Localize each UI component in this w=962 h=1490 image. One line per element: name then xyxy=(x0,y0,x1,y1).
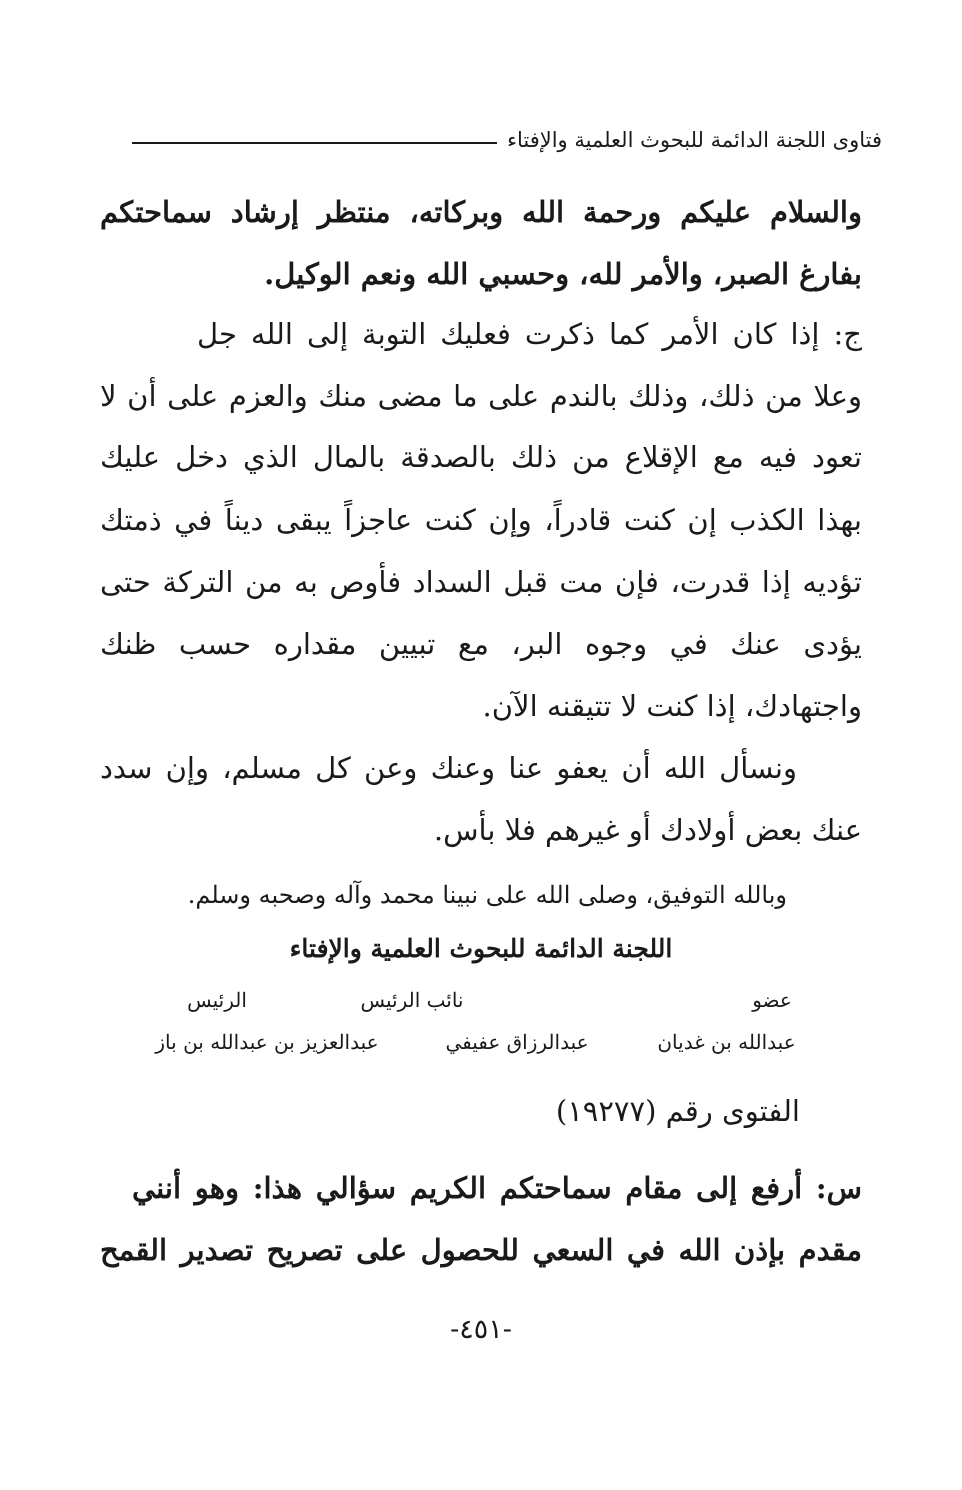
answer-line: تعود فيه مع الإقلاع من ذلك بالصدقة بالمال الذي دخل عليك xyxy=(100,440,862,474)
signatory-name: عبدالله بن غديان xyxy=(657,1030,796,1054)
signatory-name: عبدالرزاق عفيفي xyxy=(445,1030,589,1054)
answer-line: وعلا من ذلك، وذلك بالندم على ما مضى منك والعزم على أن لا xyxy=(100,379,862,413)
prayer-line: ونسأل الله أن يعفو عنا وعنك وعن كل مسلم، وإن سدد xyxy=(100,751,797,785)
header-rule xyxy=(132,142,497,144)
running-header xyxy=(132,128,882,152)
next-question-line: س: أرفع إلى مقام سماحتكم الكريم سؤالي هذا: وهو أنني xyxy=(132,1171,862,1205)
answer-line: بهذا الكذب إن كنت قادراً، وإن كنت عاجزاً يبقى ديناً في ذمتك xyxy=(100,503,862,537)
signatory-role: نائب الرئيس xyxy=(360,988,464,1012)
signatory-name: عبدالعزيز بن عبدالله بن باز xyxy=(155,1030,379,1054)
answer-line: تؤديه إذا قدرت، فإن مت قبل السداد فأوص به من التركة حتى xyxy=(100,565,862,599)
signatory-role: الرئيس xyxy=(187,988,247,1012)
question-line: بفارغ الصبر، والأمر لله، وحسبي الله ونعم الوكيل. xyxy=(264,257,862,291)
closing-line: وبالله التوفيق، وصلى الله على نبينا محمد وآله وصحبه وسلم. xyxy=(187,881,787,909)
running-title: فتاوى اللجنة الدائمة للبحوث العلمية والإفتاء xyxy=(507,128,882,152)
question-line: والسلام عليكم ورحمة الله وبركاته، منتظر إرشاد سماحتكم xyxy=(100,195,862,229)
fatwa-number: الفتوى رقم (١٩٢٧٧) xyxy=(555,1094,800,1128)
answer-line: يؤدى عنك في وجوه البر، مع تبيين مقداره حسب ظنك xyxy=(100,627,862,661)
next-question-line: مقدم بإذن الله في السعي للحصول على تصريح تصدير القمح xyxy=(100,1233,862,1267)
signatory-role: عضو xyxy=(752,988,792,1012)
committee-name: اللجنة الدائمة للبحوث العلمية والإفتاء xyxy=(289,934,673,963)
answer-line: واجتهادك، إذا كنت لا تتيقنه الآن. xyxy=(482,689,862,723)
page-number: -٤٥١- xyxy=(450,1314,512,1345)
prayer-line: عنك بعض أولادك أو غيرهم فلا بأس. xyxy=(433,813,862,847)
answer-line: ج: إذا كان الأمر كما ذكرت فعليك التوبة إلى الله جل xyxy=(197,317,862,351)
